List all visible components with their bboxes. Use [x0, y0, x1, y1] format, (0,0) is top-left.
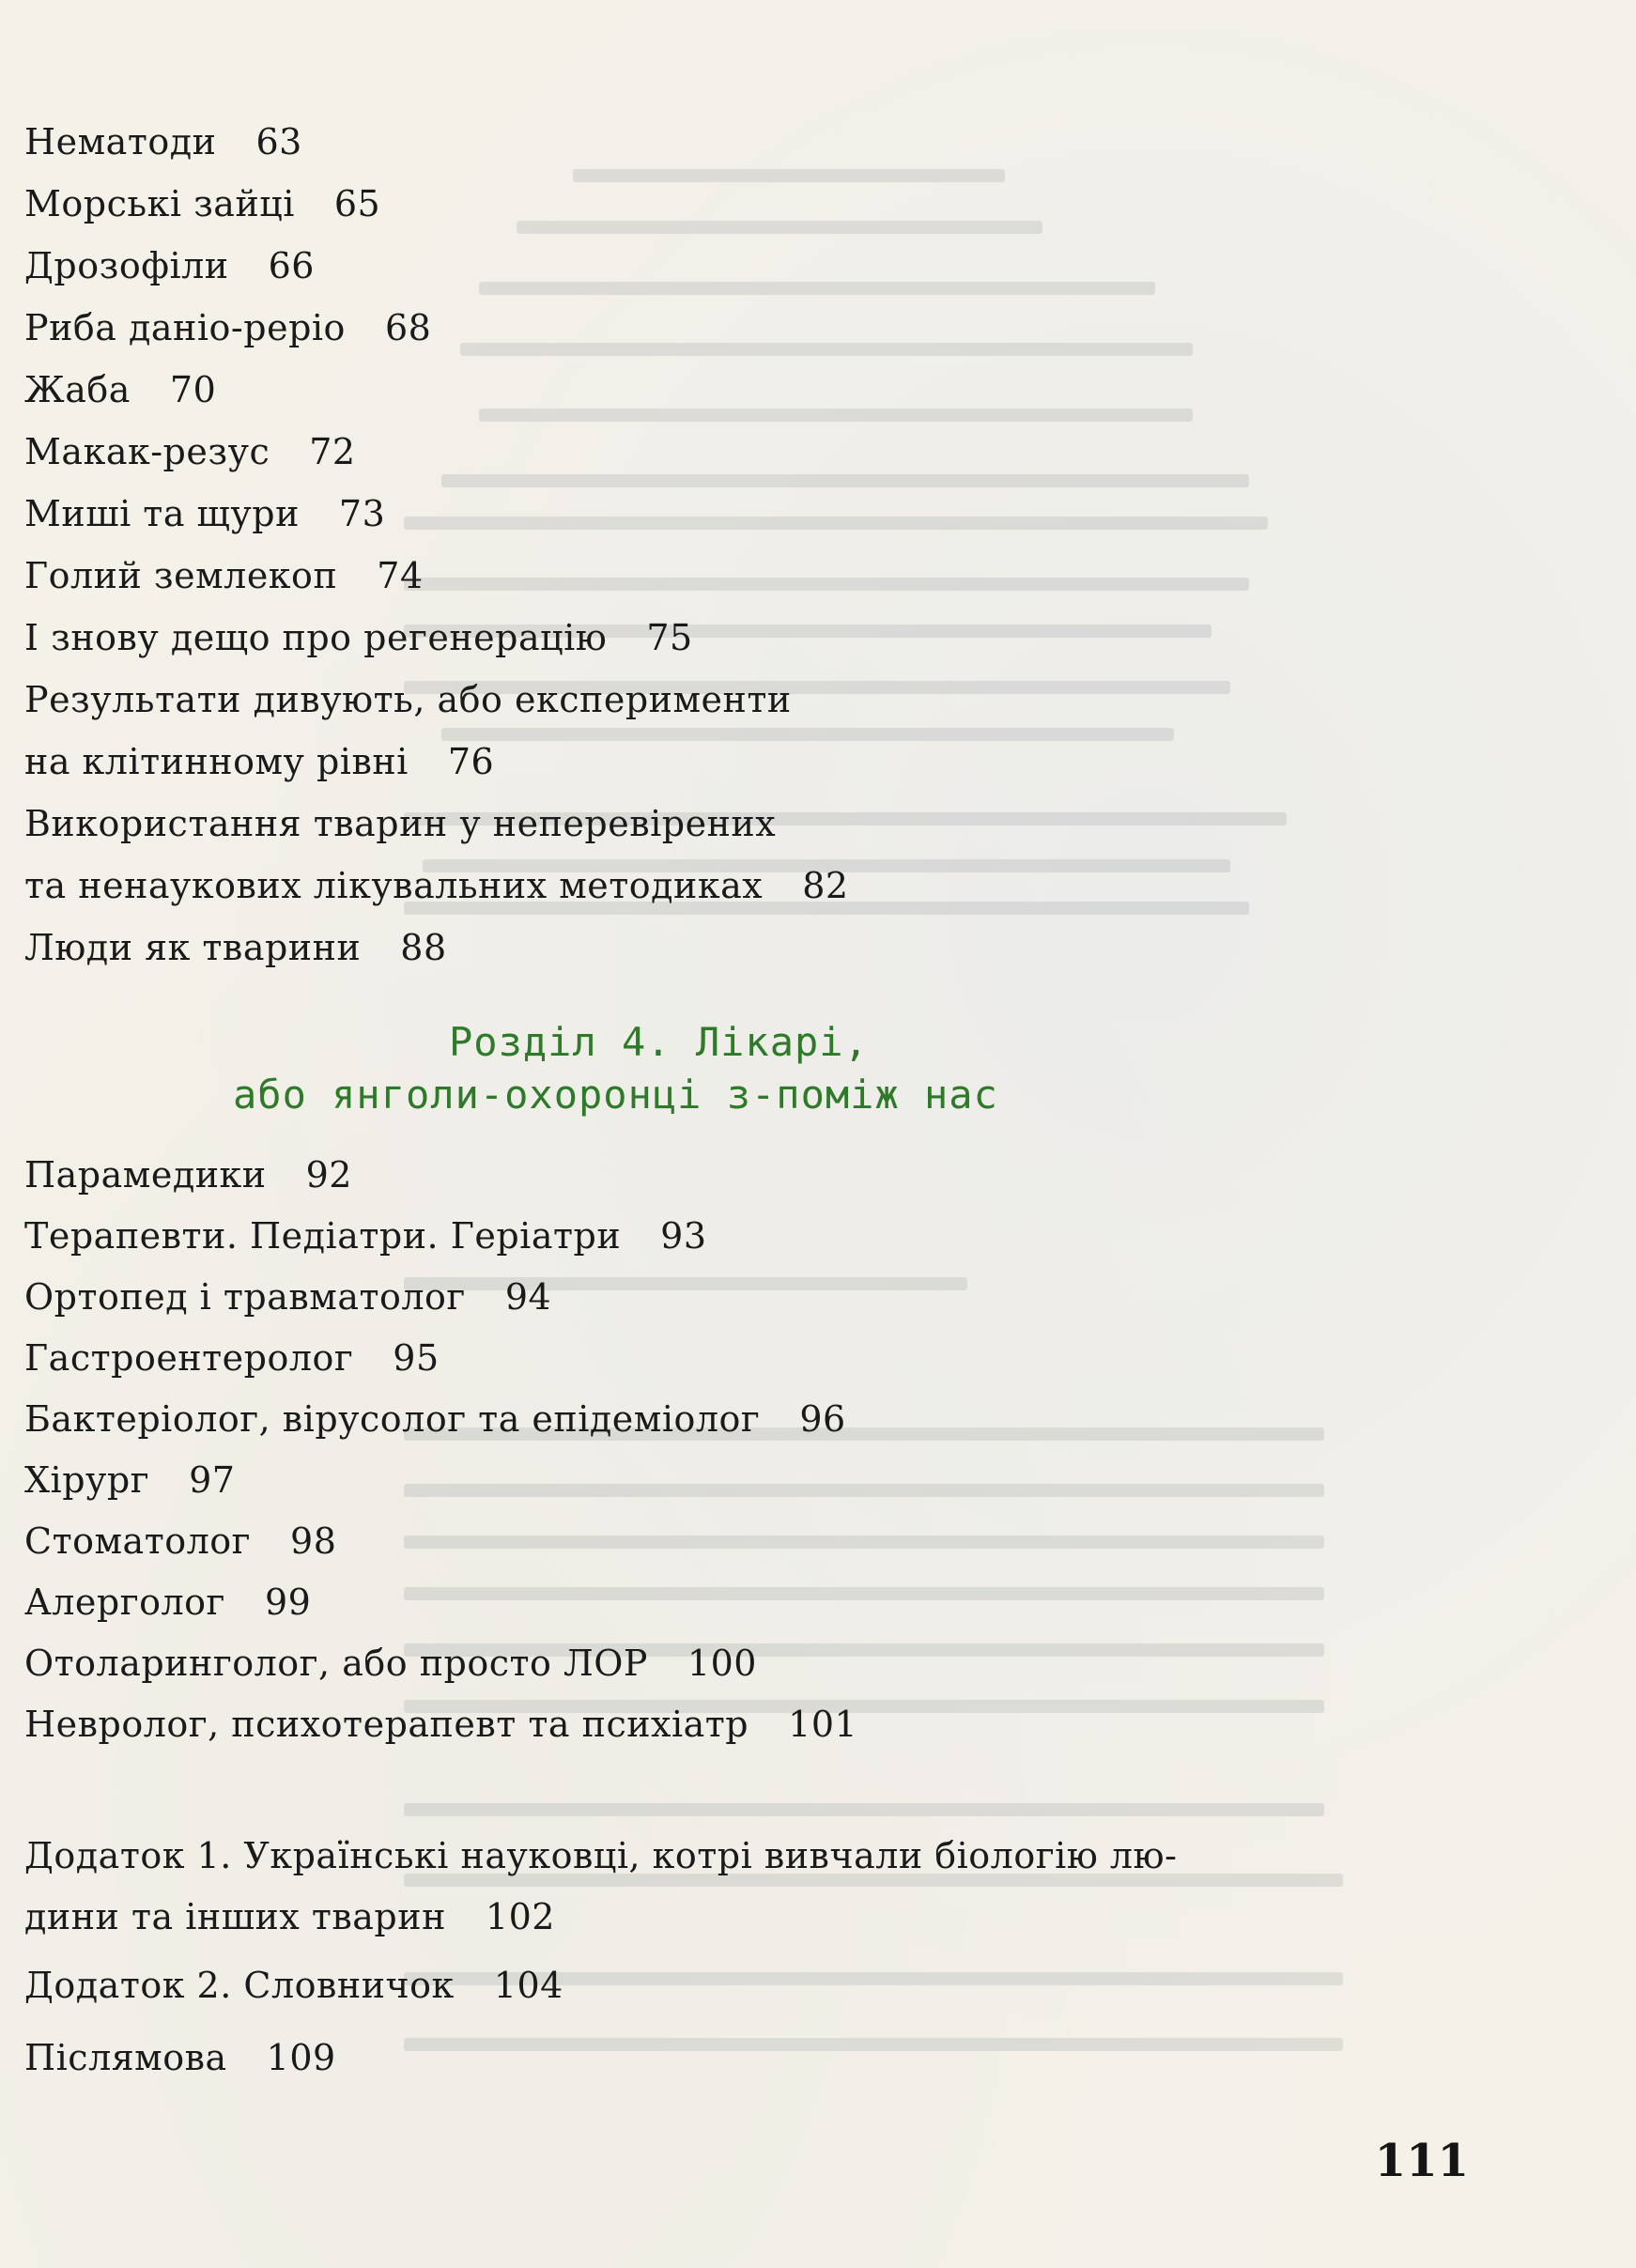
toc-entry-line1: [24, 669, 792, 731]
toc-entry-line1: [24, 793, 776, 855]
toc-entry-title: Стоматолог: [24, 1520, 252, 1562]
toc-entry-page: 109: [266, 2037, 336, 2078]
toc-entry-title: І знову дещо про регенерацію: [24, 617, 608, 658]
page-number: 111: [1374, 2135, 1469, 2187]
toc-entry: [24, 607, 693, 669]
toc-entry-page: 63: [255, 121, 302, 162]
toc-entry-page: 88: [400, 927, 447, 968]
toc-entry-title-line1: Результати дивують, або експерименти: [24, 679, 792, 720]
toc-entry-page: 100: [687, 1643, 757, 1684]
toc-entry: [24, 297, 431, 359]
toc-entry: [24, 545, 424, 607]
toc-entry-page: 94: [504, 1276, 552, 1318]
toc-entry-title: Нематоди: [24, 121, 217, 162]
section-heading-line2: або янголи-охоронці з-поміж нас: [233, 1072, 998, 1118]
toc-entry: [24, 1571, 311, 1633]
toc-entry: [24, 1388, 846, 1450]
toc-entry-page: 99: [264, 1581, 312, 1623]
toc-entry-page: 102: [485, 1896, 555, 1937]
toc-entry-page: 68: [384, 307, 432, 348]
toc-entry-page: 82: [802, 865, 849, 906]
toc-entry: [24, 2027, 336, 2089]
toc-entry-title: Алерголог: [24, 1581, 225, 1623]
toc-entry: [24, 1144, 352, 1206]
toc-entry: [24, 1510, 336, 1572]
section-heading-line1: Розділ 4. Лікарі,: [449, 1019, 869, 1065]
toc-entry-title-line1: Додаток 1. Українські науковці, котрі вивчали біологію лю-: [24, 1835, 1178, 1876]
toc-entry-title: Невролог, психотерапевт та психіатр: [24, 1704, 749, 1745]
toc-entry: [24, 917, 447, 979]
toc-entry-title: Макак-резус: [24, 431, 270, 472]
toc-entry-title: Морські зайці: [24, 183, 295, 224]
toc-entry-page: 70: [169, 369, 217, 410]
toc-entry: [24, 1449, 235, 1511]
toc-entry: [24, 1693, 857, 1755]
toc-entry: [24, 1632, 757, 1694]
toc-entry-title: Парамедики: [24, 1154, 267, 1196]
toc-entry-page: 93: [660, 1215, 707, 1257]
toc-entry-title: Післямова: [24, 2037, 227, 2078]
toc-entry-title: та ненаукових лікувальних методиках: [24, 865, 764, 906]
toc-entry: [24, 1205, 707, 1267]
toc-entry-title: Риба даніо-реріо: [24, 307, 346, 348]
toc-entry-page: 65: [333, 183, 381, 224]
toc-entry-title: Ортопед і травматолог: [24, 1276, 466, 1318]
toc-entry-page: 75: [646, 617, 693, 658]
toc-entry-title: Люди як тварини: [24, 927, 362, 968]
toc-entry-title: Миші та щури: [24, 493, 300, 534]
toc-entry-page: 73: [338, 493, 386, 534]
toc-entry: [24, 855, 849, 917]
toc-entry-title: Гастроентеролог: [24, 1337, 354, 1379]
toc-entry: [24, 111, 302, 173]
toc-entry-title: на клітинному рівні: [24, 741, 409, 782]
toc-entry: [24, 421, 356, 483]
toc-entry-title: дини та інших тварин: [24, 1896, 446, 1937]
toc-entry: [24, 1954, 563, 2016]
toc-entry-title: Додаток 2. Словничок: [24, 1965, 455, 2006]
toc-entry-page: 98: [290, 1520, 337, 1562]
toc-entry: [24, 1266, 551, 1328]
toc-entry-page: 95: [393, 1337, 440, 1379]
toc-entry-page: 66: [268, 245, 315, 286]
toc-entry: [24, 731, 494, 793]
toc-entry-title: Отоларинголог, або просто ЛОР: [24, 1643, 648, 1684]
toc-entry-title: Хірург: [24, 1459, 150, 1501]
toc-entry-page: 101: [788, 1704, 858, 1745]
toc-entry-page: 76: [447, 741, 495, 782]
toc-entry: [24, 359, 216, 421]
toc-entry: [24, 1327, 440, 1389]
toc-entry-page: 104: [493, 1965, 563, 2006]
toc-entry: [24, 173, 380, 235]
toc-entry-page: 96: [799, 1398, 846, 1440]
toc-entry-page: 72: [309, 431, 356, 472]
toc-entry-title: Голий землекоп: [24, 555, 338, 596]
toc-entry-title: Бактеріолог, вірусолог та епідеміолог: [24, 1398, 761, 1440]
toc-entry-page: 92: [305, 1154, 352, 1196]
toc-entry-title: Жаба: [24, 369, 131, 410]
toc-entry-title: Терапевти. Педіатри. Геріатри: [24, 1215, 622, 1257]
toc-entry-line1: [24, 1825, 1177, 1887]
toc-entry-title-line1: Використання тварин у неперевірених: [24, 803, 777, 844]
toc-entry-page: 97: [189, 1459, 236, 1501]
toc-entry-page: 74: [377, 555, 424, 596]
toc-entry: [24, 1886, 555, 1948]
toc-entry-title: Дрозофіли: [24, 245, 229, 286]
toc-entry: [24, 235, 315, 297]
toc-entry: [24, 483, 385, 545]
